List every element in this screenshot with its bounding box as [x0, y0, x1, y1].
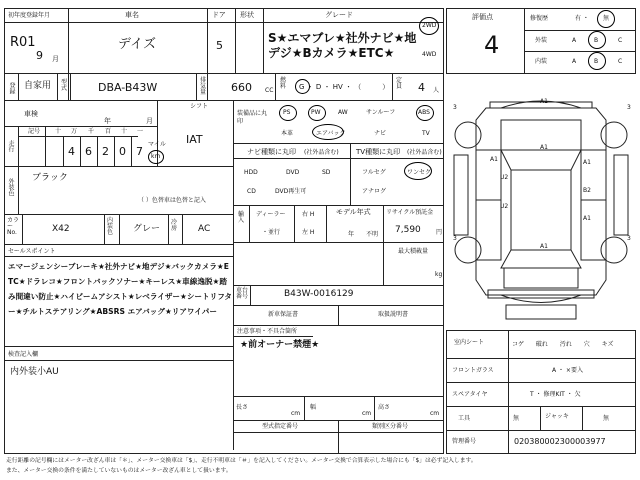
guarantee-label: 新車保証書	[268, 311, 299, 318]
exterior-b: B	[594, 37, 599, 44]
mileage-unit-ju: 十	[55, 128, 62, 135]
diag-fr: 3	[627, 104, 631, 111]
shape-label: 形状	[240, 11, 254, 19]
mileage-unit-sen: 千	[88, 128, 95, 135]
mileage-digit-4: 0	[119, 145, 126, 158]
inspection-year: 年	[104, 117, 111, 125]
footer-line-2: また、メーター交換の条件を満たしていないものはメーター改ざん車として扱います。	[6, 468, 232, 474]
equip-pw: PW	[311, 109, 321, 116]
exterior-label: 外装	[535, 37, 548, 44]
reg-month: 9	[36, 49, 43, 62]
height-cm: cm	[430, 410, 440, 417]
diag-label-9: A1	[583, 215, 591, 222]
repair-none: 無	[603, 15, 610, 22]
navi-dvd: DVD	[286, 169, 300, 176]
color-value: ブラック	[32, 173, 68, 183]
navi-sd: SD	[322, 169, 331, 176]
grade-line1: S★エマブレ★社外ナビ★地	[268, 31, 417, 45]
diag-label-8: A1	[540, 243, 548, 250]
mileage-unit-juu: 十	[121, 128, 128, 135]
repair-label: 修復歴	[530, 15, 549, 22]
score-value: 4	[484, 31, 500, 59]
mileage-digit-1: 4	[68, 145, 75, 158]
import-label: 輸入	[238, 211, 245, 224]
shift-value: IAT	[186, 133, 203, 146]
inspector-label: 検査記入欄	[8, 351, 39, 358]
max-load-kg: kg	[435, 271, 443, 278]
model-label: 型式	[61, 79, 68, 92]
windshield-label: フロントガラス	[452, 367, 494, 374]
inspection-month: 月	[146, 117, 153, 125]
frame-value: B43W-0016129	[284, 289, 354, 299]
equip-airbag: エアバック	[316, 130, 346, 137]
class-code-label: 類別区分番号	[372, 423, 409, 430]
tv-fullseg: フルセグ	[362, 169, 386, 176]
color-label: 外装色	[7, 178, 14, 196]
tv-note: (社外品含む)	[407, 149, 442, 156]
fuel-options: G ・ D ・ HV ・ （ ）	[299, 83, 390, 91]
spare-label: スペアタイヤ	[452, 391, 488, 398]
mileage-digit-2: 6	[85, 145, 92, 158]
sales-line-1: エマージェンシーブレーキ★社外ナビ★地デジ★バックカメラ★E	[8, 262, 229, 271]
tv-oneseg: ワンセグ	[407, 169, 432, 176]
tools-label: 工具	[458, 415, 471, 422]
reg-label: 登録	[8, 82, 15, 94]
doors-label: ドア	[212, 11, 226, 19]
diag-rl: 3	[453, 235, 457, 242]
use-value: 自家用	[24, 81, 52, 91]
navi-hdd: HDD	[244, 169, 258, 176]
seat-label: 室内シート	[454, 339, 485, 346]
import-rhd: 右 H	[302, 211, 315, 218]
seat-options: コゲ 破れ 汚れ 穴 キズ	[512, 341, 614, 348]
grade-line2: デジ★Bカメラ★ETC★	[268, 46, 395, 60]
notes-label: 注意事項・不具合箇所	[237, 328, 298, 335]
interior-label: 内装	[535, 58, 548, 65]
displacement-label: 排気量	[200, 77, 207, 96]
mileage-unit-ichi: 一	[137, 128, 144, 135]
person-unit: 人	[433, 87, 440, 94]
grade-label: グレード	[325, 11, 353, 19]
recycle-yen: 円	[436, 229, 443, 236]
equip-tv: TV	[422, 130, 430, 137]
car-name-label: 車名	[125, 11, 139, 19]
length-cm: cm	[291, 410, 301, 417]
mileage-km: km	[151, 153, 161, 160]
recycle-value: 7,590	[395, 225, 421, 235]
color-note: （ ）色替車は色替と記入	[138, 197, 206, 204]
model-year-label: モデル年式	[336, 208, 371, 216]
mileage-mile: マイル	[148, 141, 166, 148]
mileage-unit-man: 万	[71, 128, 78, 135]
sales-line-4: ー★チルトステアリング★ABSRS エアバッグ★リアワイパー	[8, 307, 217, 316]
navi-note: (社外品含む)	[304, 149, 339, 156]
equip-leather: 本革	[281, 130, 294, 137]
interior-color-value: グレー	[133, 224, 161, 234]
model-year-unit: 年	[348, 231, 355, 238]
diag-label-2: A1	[540, 144, 548, 151]
inspector-value: 内外装小AU	[10, 367, 59, 377]
sales-label: セールスポイント	[8, 248, 56, 255]
sales-line-2: TC★ドラレコ★フロントバックソナー★キーレス★車線逸脱★踏	[8, 277, 227, 286]
equip-navi: ナビ	[374, 130, 387, 137]
diag-label-7: B2	[583, 187, 591, 194]
import-lhd: 左 H	[302, 229, 315, 236]
model-value: DBA-B43W	[98, 81, 158, 94]
diag-rr: 3	[627, 235, 631, 242]
max-load-label: 最大積載量	[398, 248, 429, 255]
mileage-unit-kigo: 記号	[28, 128, 41, 135]
reg-era: R01	[10, 35, 36, 50]
ac-label: 冷房	[171, 219, 178, 232]
manage-value: 020380002300003977	[514, 437, 606, 446]
shift-label: シフト	[190, 103, 209, 110]
sales-line-3: み間違い防止★ハイビームアシスト★レベライザー★シートリフタ	[8, 292, 232, 301]
mileage-unit-hyaku: 百	[105, 128, 112, 135]
equip-ps: PS	[283, 109, 291, 116]
diag-label-1: A1	[540, 98, 548, 105]
score-label: 評価点	[472, 13, 493, 21]
manual-label: 取扱説明書	[378, 311, 409, 318]
equipment-label: 装備品に丸印	[237, 110, 268, 125]
color-no-value: X42	[52, 224, 70, 234]
exterior-a: A	[572, 37, 577, 44]
fuel-label: 燃料	[280, 77, 287, 90]
diag-label-3: U2	[500, 174, 509, 181]
import-parallel: ・並行	[262, 229, 281, 236]
repair-options: 有 ・	[575, 15, 589, 22]
doors-value: 5	[216, 39, 223, 52]
car-name: デイズ	[118, 37, 156, 52]
ac-value: AC	[198, 224, 211, 234]
tv-analog: アナログ	[362, 188, 387, 195]
length-label: 長さ	[236, 404, 249, 411]
jack-label: ジャッキ	[545, 413, 569, 420]
drive-4wd: 4WD	[422, 51, 437, 58]
spare-options: T ・ 修理KIT ・ 欠	[530, 391, 581, 398]
tv-label: TV種類に丸印	[356, 148, 401, 156]
navi-cd: CD	[247, 188, 256, 195]
displacement-value: 660	[231, 81, 252, 94]
capacity-label: 定員	[396, 77, 403, 90]
exterior-c: C	[618, 37, 623, 44]
footer-line-1: 走行距離の記号欄にはメーター改ざん車は「＊」、メーター交換車は「$」、走行不明車は「＃」を記入してください。メーター交換で合算表示した場合にも「$」は必ず記入します。	[6, 458, 477, 464]
tools-value: 無	[513, 415, 520, 422]
navi-dvd-play: DVD再生可	[275, 188, 307, 195]
manage-label: 管理番号	[452, 438, 477, 445]
mileage-digit-3: 2	[102, 145, 109, 158]
mileage-label: 走行	[7, 140, 14, 152]
reg-year-label: 初年度登録年月	[8, 12, 51, 19]
interior-b: B	[594, 58, 599, 65]
equip-sunroof: サンルーフ	[366, 109, 396, 116]
inspection-label: 車検	[24, 110, 38, 118]
capacity-value: 4	[418, 81, 425, 94]
drive-2wd: 2WD	[422, 22, 437, 29]
diag-label-5: A1	[583, 159, 591, 166]
diag-label-4: A1	[490, 156, 498, 163]
jack-value: 無	[603, 415, 610, 422]
cc-unit: CC	[265, 87, 274, 94]
mileage-digit-5: 7	[136, 145, 143, 158]
car-diagram	[446, 80, 636, 330]
width-label: 幅	[310, 404, 317, 411]
notes-value: ★前オーナー禁煙★	[240, 340, 320, 350]
navi-label: ナビ種類に丸印	[247, 148, 296, 156]
reg-month-unit: 月	[52, 55, 59, 63]
model-year-unknown: 不明	[366, 231, 379, 238]
type-code-label: 型式指定番号	[262, 423, 299, 430]
frame-label: 車台番号	[236, 287, 249, 300]
diag-label-6: U2	[500, 203, 509, 210]
import-dealer: ディーラー	[256, 211, 286, 218]
equip-abs: ABS	[418, 109, 430, 116]
color-no-label: カラー No.	[7, 217, 20, 236]
equip-aw: AW	[338, 109, 348, 116]
height-label: 高さ	[378, 404, 391, 411]
interior-c: C	[618, 58, 623, 65]
width-cm: cm	[362, 410, 372, 417]
diag-fl: 3	[453, 104, 457, 111]
interior-color-label: 内装色	[107, 217, 114, 236]
windshield-options: A ・ ×要入	[552, 367, 583, 374]
interior-a: A	[572, 58, 577, 65]
recycle-label: リサイクル預託金	[386, 209, 434, 216]
